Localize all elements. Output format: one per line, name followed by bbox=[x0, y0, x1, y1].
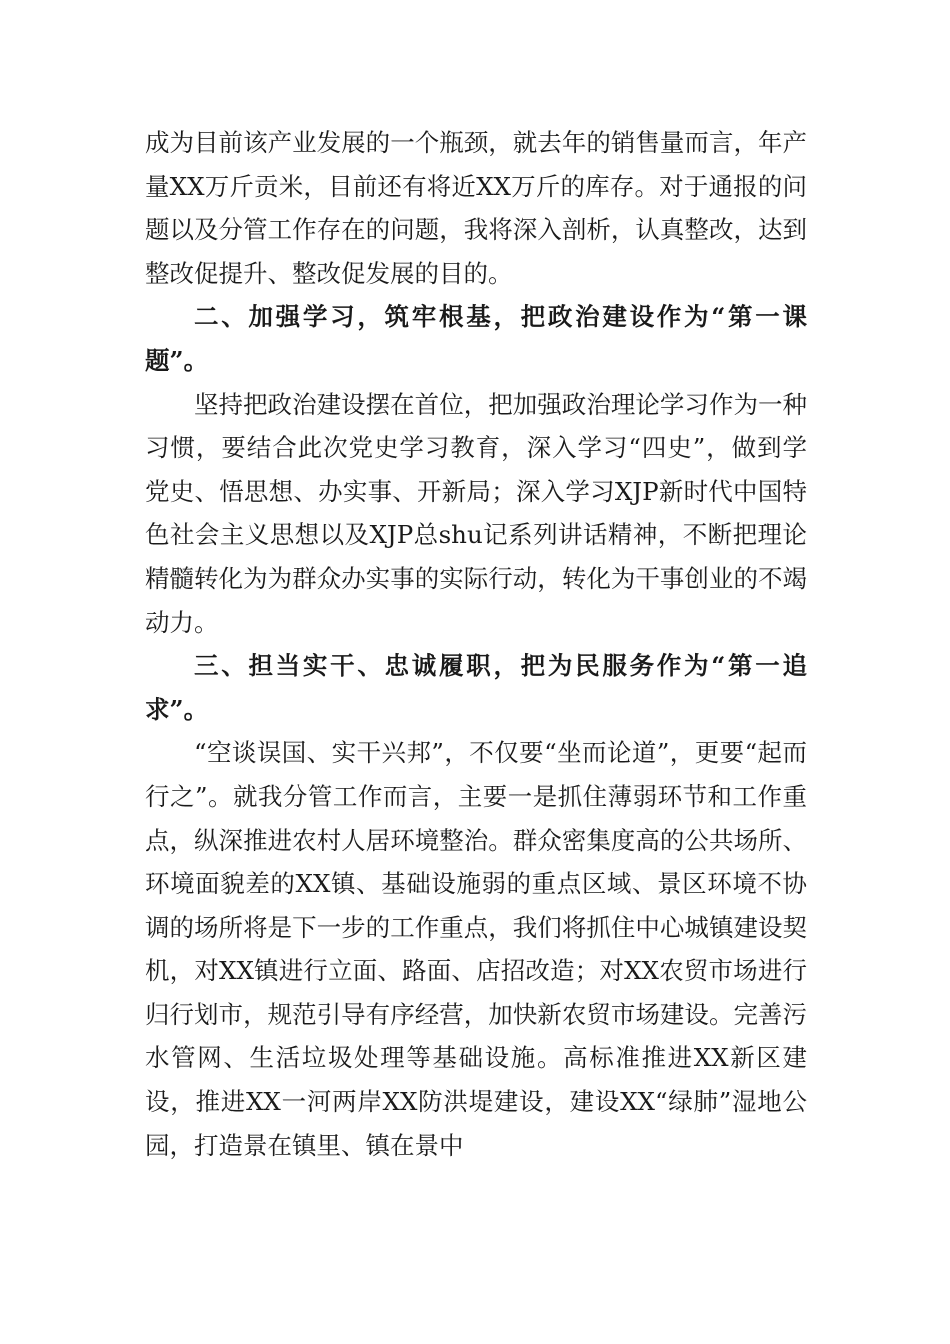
paragraph-continuation: 成为目前该产业发展的一个瓶颈，就去年的销售量而言，年产量XX万斤贡米，目前还有将近XX万斤的库存。对于通报的问题以及分管工作存在的问题，我将深入剖析，认真整改，达到整改促提升、整改促发展的目的。 bbox=[145, 128, 807, 288]
paragraph-political-study: 坚持把政治建设摆在首位，把加强政治理论学习作为一种习惯，要结合此次党史学习教育，深入学习“四史”，做到学党史、悟思想、办实事、开新局；深入学习XJP新时代中国特色社会主义思想以及XJP总shu记系列讲话精神，不断把理论精髓转化为为群众办实事的实际行动，转化为干事创业的不竭动力。 bbox=[145, 389, 807, 637]
paragraph-service: “空谈误国、实干兴邦”，不仅要“坐而论道”，更要“起而行之”。就我分管工作而言，主要一是抓住薄弱环节和工作重点，纵深推进农村人居环境整治。群众密集度高的公共场所、环境面貌差的XX镇、基础设施弱的重点区域、景区环境不协调的场所将是下一步的工作重点，我们将抓住中心城镇建设契机，对XX镇进行立面、路面、店招改造；对XX农贸市场进行归行划市，规范引导有序经营，加快新农贸市场建设。完善污水管网、生活垃圾处理等基础设施。高标准推进XX新区建设，推进XX一河两岸XX防洪堤建设，建设XX“绿肺”湿地公园，打造景在镇里、镇在景中 bbox=[145, 738, 807, 1160]
section-heading-three: 三、担当实干、忠诚履职，把为民服务作为“第一追求”。 bbox=[145, 651, 807, 724]
document-body bbox=[145, 121, 807, 1167]
section-heading-two: 二、加强学习，筑牢根基，把政治建设作为“第一课题”。 bbox=[145, 302, 807, 375]
